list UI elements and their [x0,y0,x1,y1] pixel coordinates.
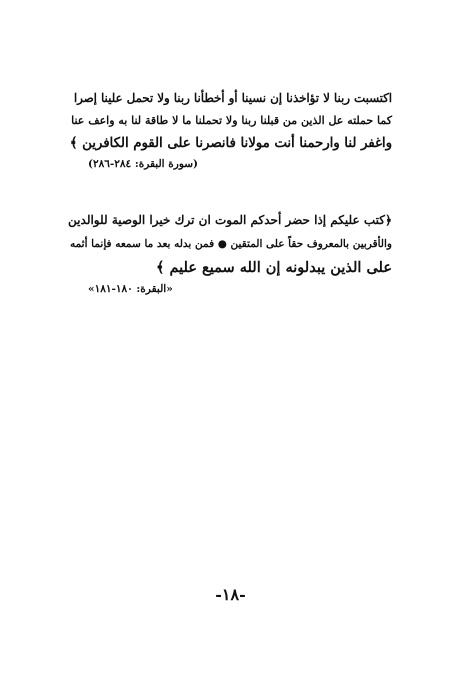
passage-2-line-1: ﴿كتب عليكم إذا حضر أحدكم الموت ان ترك خيرا الوصية للوالدين [68,213,392,227]
page-number: -١٨- [215,585,246,604]
passage-1-line-1: اكتسبت ربنا لا تؤاخذنا إن نسينا أو أخطأنا ربنا ولا تحمل علينا إصرا [73,91,392,105]
passage-1-line-3: واغفر لنا وارحمنا أنت مولانا فانصرنا على القوم الكافرين ﴾ [69,136,392,151]
passage-2-line-2: والأقربين بالمعروف حقاً على المتقين ● فمن بدله بعد ما سمعه فإنما أثمه [69,238,392,250]
passage-1-reference: (سورة البقرة: ٢٨٤-٢٨٦) [88,158,199,170]
passage-2-reference: «البقرة: ١٨٠-١٨١» [88,283,173,295]
passage-2-line-3: على الذين يبدلونه إن الله سميع عليم ﴾ [155,259,392,276]
passage-1-line-2: كما حملته عل الذين من قبلنا ربنا ولا تحملنا ما لا طاقة لنا به واعف عنا [71,114,392,127]
